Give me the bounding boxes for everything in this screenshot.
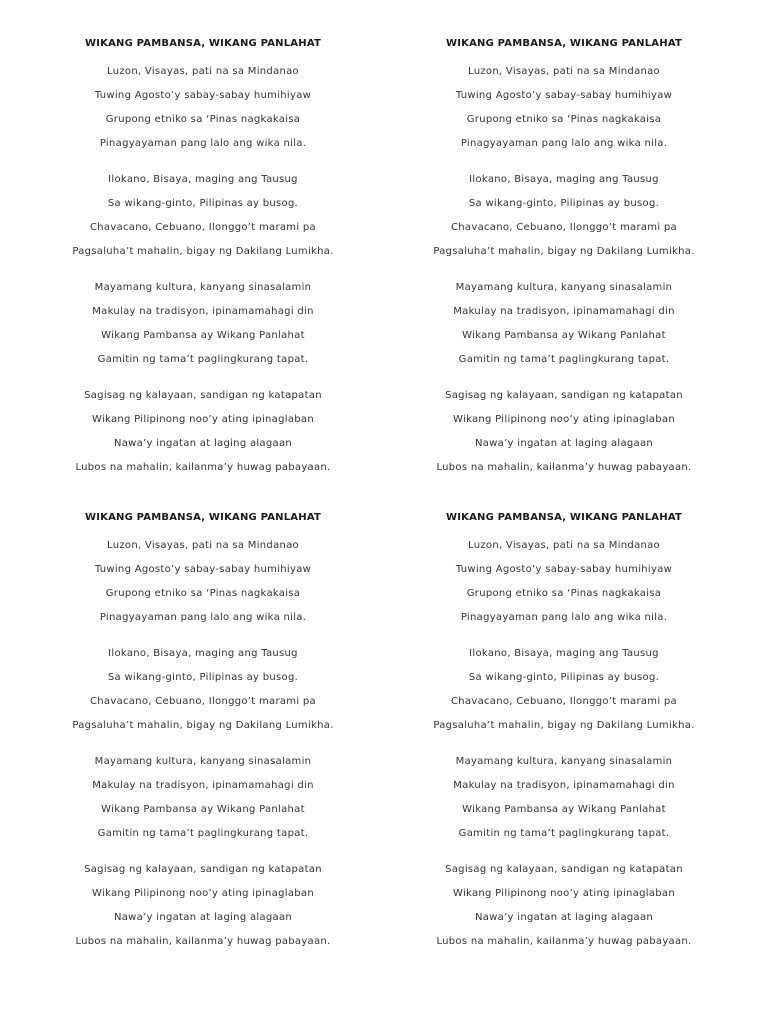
poem-line: Sagisag ng kalayaan, sandigan ng katapatan xyxy=(445,390,683,401)
poem-line: Sa wikang-ginto, Pilipinas ay busog. xyxy=(107,198,299,209)
stanza-1 xyxy=(384,539,744,635)
poem-line: Tuwing Agosto’y sabay-sabay humihiyaw xyxy=(94,90,312,101)
poem-line: Wikang Pambansa ay Wikang Panlahat xyxy=(101,804,305,815)
poem-line: Nawa’y ingatan at laging alagaan xyxy=(113,912,293,923)
poem-bottom-left xyxy=(23,511,383,971)
poem-line: Ilokano, Bisaya, maging ang Tausug xyxy=(108,174,298,185)
poem-line: Luzon, Visayas, pati na sa Mindanao xyxy=(107,66,299,77)
poem-line: Ilokano, Bisaya, maging ang Tausug xyxy=(108,648,298,659)
poem-line: Lubos na mahalin, kailanma’y huwag pabayaan. xyxy=(75,462,331,473)
poem-line: Tuwing Agosto’y sabay-sabay humihiyaw xyxy=(455,564,673,575)
stanza-1 xyxy=(23,539,383,635)
poem-line: Wikang Pilipinong noo’y ating ipinaglaban xyxy=(453,888,675,899)
poem-line: Pagsaluha’t mahalin, bigay ng Dakilang Lumikha. xyxy=(433,720,695,731)
poem-line: Wikang Pilipinong noo’y ating ipinaglaban xyxy=(92,414,314,425)
poem-top-left xyxy=(23,37,383,497)
stanza-4 xyxy=(384,863,744,959)
poem-line: Lubos na mahalin, kailanma’y huwag pabayaan. xyxy=(436,936,692,947)
poem-line: Mayamang kultura, kanyang sinasalamin xyxy=(455,282,673,293)
poem-line: Grupong etniko sa ‘Pinas nagkakaisa xyxy=(105,588,301,599)
poem-line: Mayamang kultura, kanyang sinasalamin xyxy=(455,756,673,767)
poem-line: Mayamang kultura, kanyang sinasalamin xyxy=(94,282,312,293)
poem-line: Nawa’y ingatan at laging alagaan xyxy=(113,438,293,449)
poem-line: Luzon, Visayas, pati na sa Mindanao xyxy=(468,66,660,77)
poem-line: Nawa’y ingatan at laging alagaan xyxy=(474,438,654,449)
poem-line: Wikang Pilipinong noo’y ating ipinaglaban xyxy=(453,414,675,425)
poem-line: Gamitin ng tama’t paglingkurang tapat. xyxy=(97,354,309,365)
stanza-2 xyxy=(23,647,383,743)
poem-title: WIKANG PAMBANSA, WIKANG PANLAHAT xyxy=(445,512,683,523)
poem-line: Sa wikang-ginto, Pilipinas ay busog. xyxy=(468,672,660,683)
poem-line: Sagisag ng kalayaan, sandigan ng katapatan xyxy=(445,864,683,875)
poem-line: Gamitin ng tama’t paglingkurang tapat. xyxy=(97,828,309,839)
poem-line: Sa wikang-ginto, Pilipinas ay busog. xyxy=(468,198,660,209)
poem-top-right xyxy=(384,37,744,497)
poem-line: Pagsaluha’t mahalin, bigay ng Dakilang Lumikha. xyxy=(72,720,334,731)
poem-line: Pinagyayaman pang lalo ang wika nila. xyxy=(460,138,668,149)
stanza-1 xyxy=(384,65,744,161)
poem-title: WIKANG PAMBANSA, WIKANG PANLAHAT xyxy=(84,38,322,49)
poem-title: WIKANG PAMBANSA, WIKANG PANLAHAT xyxy=(84,512,322,523)
poem-line: Chavacano, Cebuano, Ilonggo’t marami pa xyxy=(90,222,316,233)
poem-line: Pagsaluha’t mahalin, bigay ng Dakilang Lumikha. xyxy=(72,246,334,257)
poem-line: Grupong etniko sa ‘Pinas nagkakaisa xyxy=(466,588,662,599)
poem-line: Gamitin ng tama’t paglingkurang tapat. xyxy=(458,354,670,365)
poem-line: Makulay na tradisyon, ipinamamahagi din xyxy=(92,306,314,317)
stanza-4 xyxy=(384,389,744,485)
stanza-3 xyxy=(384,755,744,851)
poem-line: Makulay na tradisyon, ipinamamahagi din xyxy=(92,780,314,791)
poem-line: Chavacano, Cebuano, Ilonggo’t marami pa xyxy=(451,696,677,707)
poem-line: Tuwing Agosto’y sabay-sabay humihiyaw xyxy=(94,564,312,575)
poem-line: Nawa’y ingatan at laging alagaan xyxy=(474,912,654,923)
poem-line: Pinagyayaman pang lalo ang wika nila. xyxy=(99,138,307,149)
poem-line: Sagisag ng kalayaan, sandigan ng katapatan xyxy=(84,864,322,875)
poem-line: Wikang Pilipinong noo’y ating ipinaglaban xyxy=(92,888,314,899)
poem-line: Wikang Pambansa ay Wikang Panlahat xyxy=(462,804,666,815)
poem-line: Grupong etniko sa ‘Pinas nagkakaisa xyxy=(466,114,662,125)
stanza-2 xyxy=(384,173,744,269)
stanza-2 xyxy=(384,647,744,743)
poem-line: Sa wikang-ginto, Pilipinas ay busog. xyxy=(107,672,299,683)
poem-bottom-right xyxy=(384,511,744,971)
stanza-3 xyxy=(384,281,744,377)
stanza-2 xyxy=(23,173,383,269)
stanza-1 xyxy=(23,65,383,161)
stanza-3 xyxy=(23,755,383,851)
poem-line: Makulay na tradisyon, ipinamamahagi din xyxy=(453,306,675,317)
poem-line: Luzon, Visayas, pati na sa Mindanao xyxy=(468,540,660,551)
poem-line: Chavacano, Cebuano, Ilonggo’t marami pa xyxy=(90,696,316,707)
stanza-4 xyxy=(23,389,383,485)
poem-line: Lubos na mahalin, kailanma’y huwag pabayaan. xyxy=(75,936,331,947)
poem-line: Makulay na tradisyon, ipinamamahagi din xyxy=(453,780,675,791)
poem-line: Pagsaluha’t mahalin, bigay ng Dakilang Lumikha. xyxy=(433,246,695,257)
poem-line: Chavacano, Cebuano, Ilonggo’t marami pa xyxy=(451,222,677,233)
poem-title: WIKANG PAMBANSA, WIKANG PANLAHAT xyxy=(445,38,683,49)
poem-line: Mayamang kultura, kanyang sinasalamin xyxy=(94,756,312,767)
poem-line: Pinagyayaman pang lalo ang wika nila. xyxy=(460,612,668,623)
poem-line: Pinagyayaman pang lalo ang wika nila. xyxy=(99,612,307,623)
poem-line: Wikang Pambansa ay Wikang Panlahat xyxy=(101,330,305,341)
poem-line: Ilokano, Bisaya, maging ang Tausug xyxy=(469,648,659,659)
poem-line: Grupong etniko sa ‘Pinas nagkakaisa xyxy=(105,114,301,125)
poem-line: Lubos na mahalin, kailanma’y huwag pabayaan. xyxy=(436,462,692,473)
poem-line: Wikang Pambansa ay Wikang Panlahat xyxy=(462,330,666,341)
poem-line: Luzon, Visayas, pati na sa Mindanao xyxy=(107,540,299,551)
poem-line: Sagisag ng kalayaan, sandigan ng katapatan xyxy=(84,390,322,401)
stanza-4 xyxy=(23,863,383,959)
poem-line: Ilokano, Bisaya, maging ang Tausug xyxy=(469,174,659,185)
poem-line: Gamitin ng tama’t paglingkurang tapat. xyxy=(458,828,670,839)
stanza-3 xyxy=(23,281,383,377)
poem-line: Tuwing Agosto’y sabay-sabay humihiyaw xyxy=(455,90,673,101)
